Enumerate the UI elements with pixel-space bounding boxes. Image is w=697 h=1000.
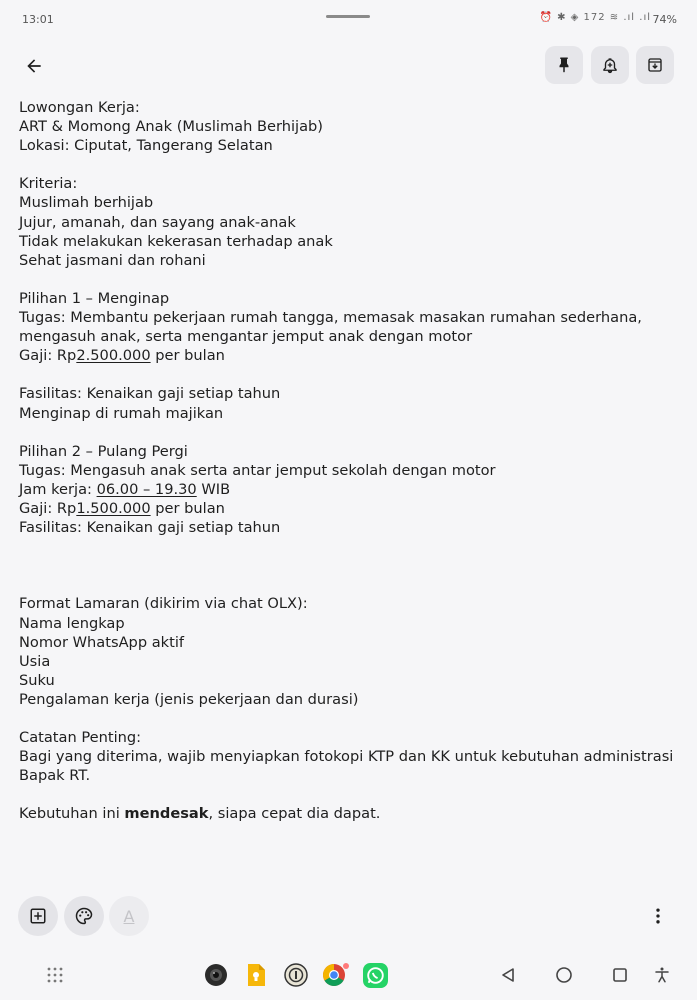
system-nav-bar	[0, 950, 697, 1000]
note-line: Lowongan Kerja:	[19, 99, 140, 116]
note-line: ART & Momong Anak (Muslimah Berhijab)	[19, 118, 324, 136]
note-line: Kriteria:	[19, 175, 78, 193]
status-icons: ⏰ ✱ ◈ 172 ≋ .ıl .ıl	[539, 12, 651, 23]
note-line: Pengalaman kerja (jenis pekerjaan dan durasi)	[19, 690, 359, 708]
note-bottom-toolbar	[0, 894, 697, 938]
note-line: Suku	[19, 671, 55, 689]
salary-link[interactable]: 1.500.000	[76, 499, 151, 517]
chrome-app[interactable]	[322, 962, 350, 988]
salary-link[interactable]: 2.500.000	[76, 347, 151, 365]
note-line: Gaji: Rp1.500.000 per bulan	[19, 499, 225, 517]
note-line: Menginap di rumah majikan	[19, 404, 224, 422]
palette-button[interactable]	[64, 896, 104, 936]
more-options-button[interactable]	[638, 896, 678, 936]
add-button[interactable]	[18, 896, 58, 936]
note-line: Pilihan 2 – Pulang Pergi	[19, 442, 188, 460]
archive-icon	[646, 56, 664, 74]
vault-app-icon	[284, 963, 308, 987]
note-line: Fasilitas: Kenaikan gaji setiap tahun	[19, 519, 281, 537]
bell-plus-icon	[601, 56, 619, 74]
palette-icon	[74, 906, 94, 926]
reminder-button[interactable]	[591, 46, 629, 84]
note-line: Fasilitas: Kenaikan gaji setiap tahun	[19, 385, 281, 403]
note-line: Tidak melakukan kekerasan terhadap anak	[19, 232, 333, 250]
keep-app-icon	[246, 963, 266, 987]
window-handle[interactable]	[326, 15, 370, 18]
note-line: Nomor WhatsApp aktif	[19, 633, 185, 651]
note-line: Jam kerja: 06.00 – 19.30 WIB	[19, 480, 231, 498]
note-line: Gaji: Rp2.500.000 per bulan	[19, 347, 225, 365]
note-line: Bagi yang diterima, wajib menyiapkan fotokopi KTP dan KK untuk kebutuhan administrasi Bapak RT.	[19, 748, 678, 785]
nav-home-button[interactable]	[552, 963, 576, 987]
vault-app[interactable]	[283, 962, 309, 988]
note-line: Muslimah berhijab	[19, 194, 154, 212]
nav-back-button[interactable]	[496, 963, 520, 987]
status-time: 13:01	[22, 13, 54, 26]
nav-home-icon	[555, 966, 573, 984]
note-body[interactable]	[19, 98, 681, 824]
chrome-app-icon	[322, 962, 350, 988]
note-line: Pilihan 1 – Menginap	[19, 289, 170, 307]
note-line: Tugas: Membantu pekerjaan rumah tangga, memasak masakan rumahan sederhana, mengasuh anak, serta mengantar jemput anak dengan motor	[19, 309, 647, 346]
app-drawer-button[interactable]	[42, 962, 68, 988]
back-button[interactable]	[16, 48, 52, 84]
note-line: Usia	[19, 652, 51, 670]
note-line: Format Lamaran (dikirim via chat OLX):	[19, 595, 308, 613]
arrow-left-icon	[24, 56, 44, 76]
whatsapp-app-icon	[363, 963, 388, 988]
pin-icon	[555, 56, 573, 74]
add-box-icon	[29, 907, 47, 925]
note-line: Catatan Penting:	[19, 729, 142, 747]
note-line: Kebutuhan ini mendesak, siapa cepat dia dapat.	[19, 805, 381, 823]
bold-text: mendesak	[124, 805, 209, 823]
text-format-icon: A	[123, 906, 135, 926]
note-line: Sehat jasmani dan rohani	[19, 251, 206, 269]
battery-level: 74%	[652, 13, 677, 26]
pin-button[interactable]	[545, 46, 583, 84]
keep-app[interactable]	[243, 962, 269, 988]
nav-recents-button[interactable]	[608, 963, 632, 987]
app-grid-icon	[46, 966, 64, 984]
camera-app-icon	[204, 963, 228, 987]
accessibility-icon	[653, 966, 671, 984]
note-line: Lokasi: Ciputat, Tangerang Selatan	[19, 137, 273, 155]
hours-link[interactable]: 06.00 – 19.30	[96, 480, 197, 498]
nav-recents-icon	[612, 967, 628, 983]
text-format-button[interactable]	[109, 896, 149, 936]
camera-app[interactable]	[203, 962, 229, 988]
note-top-bar	[0, 40, 697, 94]
more-vert-icon	[648, 906, 668, 926]
note-line: Nama lengkap	[19, 614, 125, 632]
nav-back-icon	[500, 967, 516, 983]
note-line: Jujur, amanah, dan sayang anak-anak	[19, 213, 296, 231]
status-bar	[0, 0, 697, 40]
archive-button[interactable]	[636, 46, 674, 84]
accessibility-button[interactable]	[650, 963, 674, 987]
note-line: Tugas: Mengasuh anak serta antar jemput sekolah dengan motor	[19, 461, 496, 479]
whatsapp-app[interactable]	[362, 962, 388, 988]
